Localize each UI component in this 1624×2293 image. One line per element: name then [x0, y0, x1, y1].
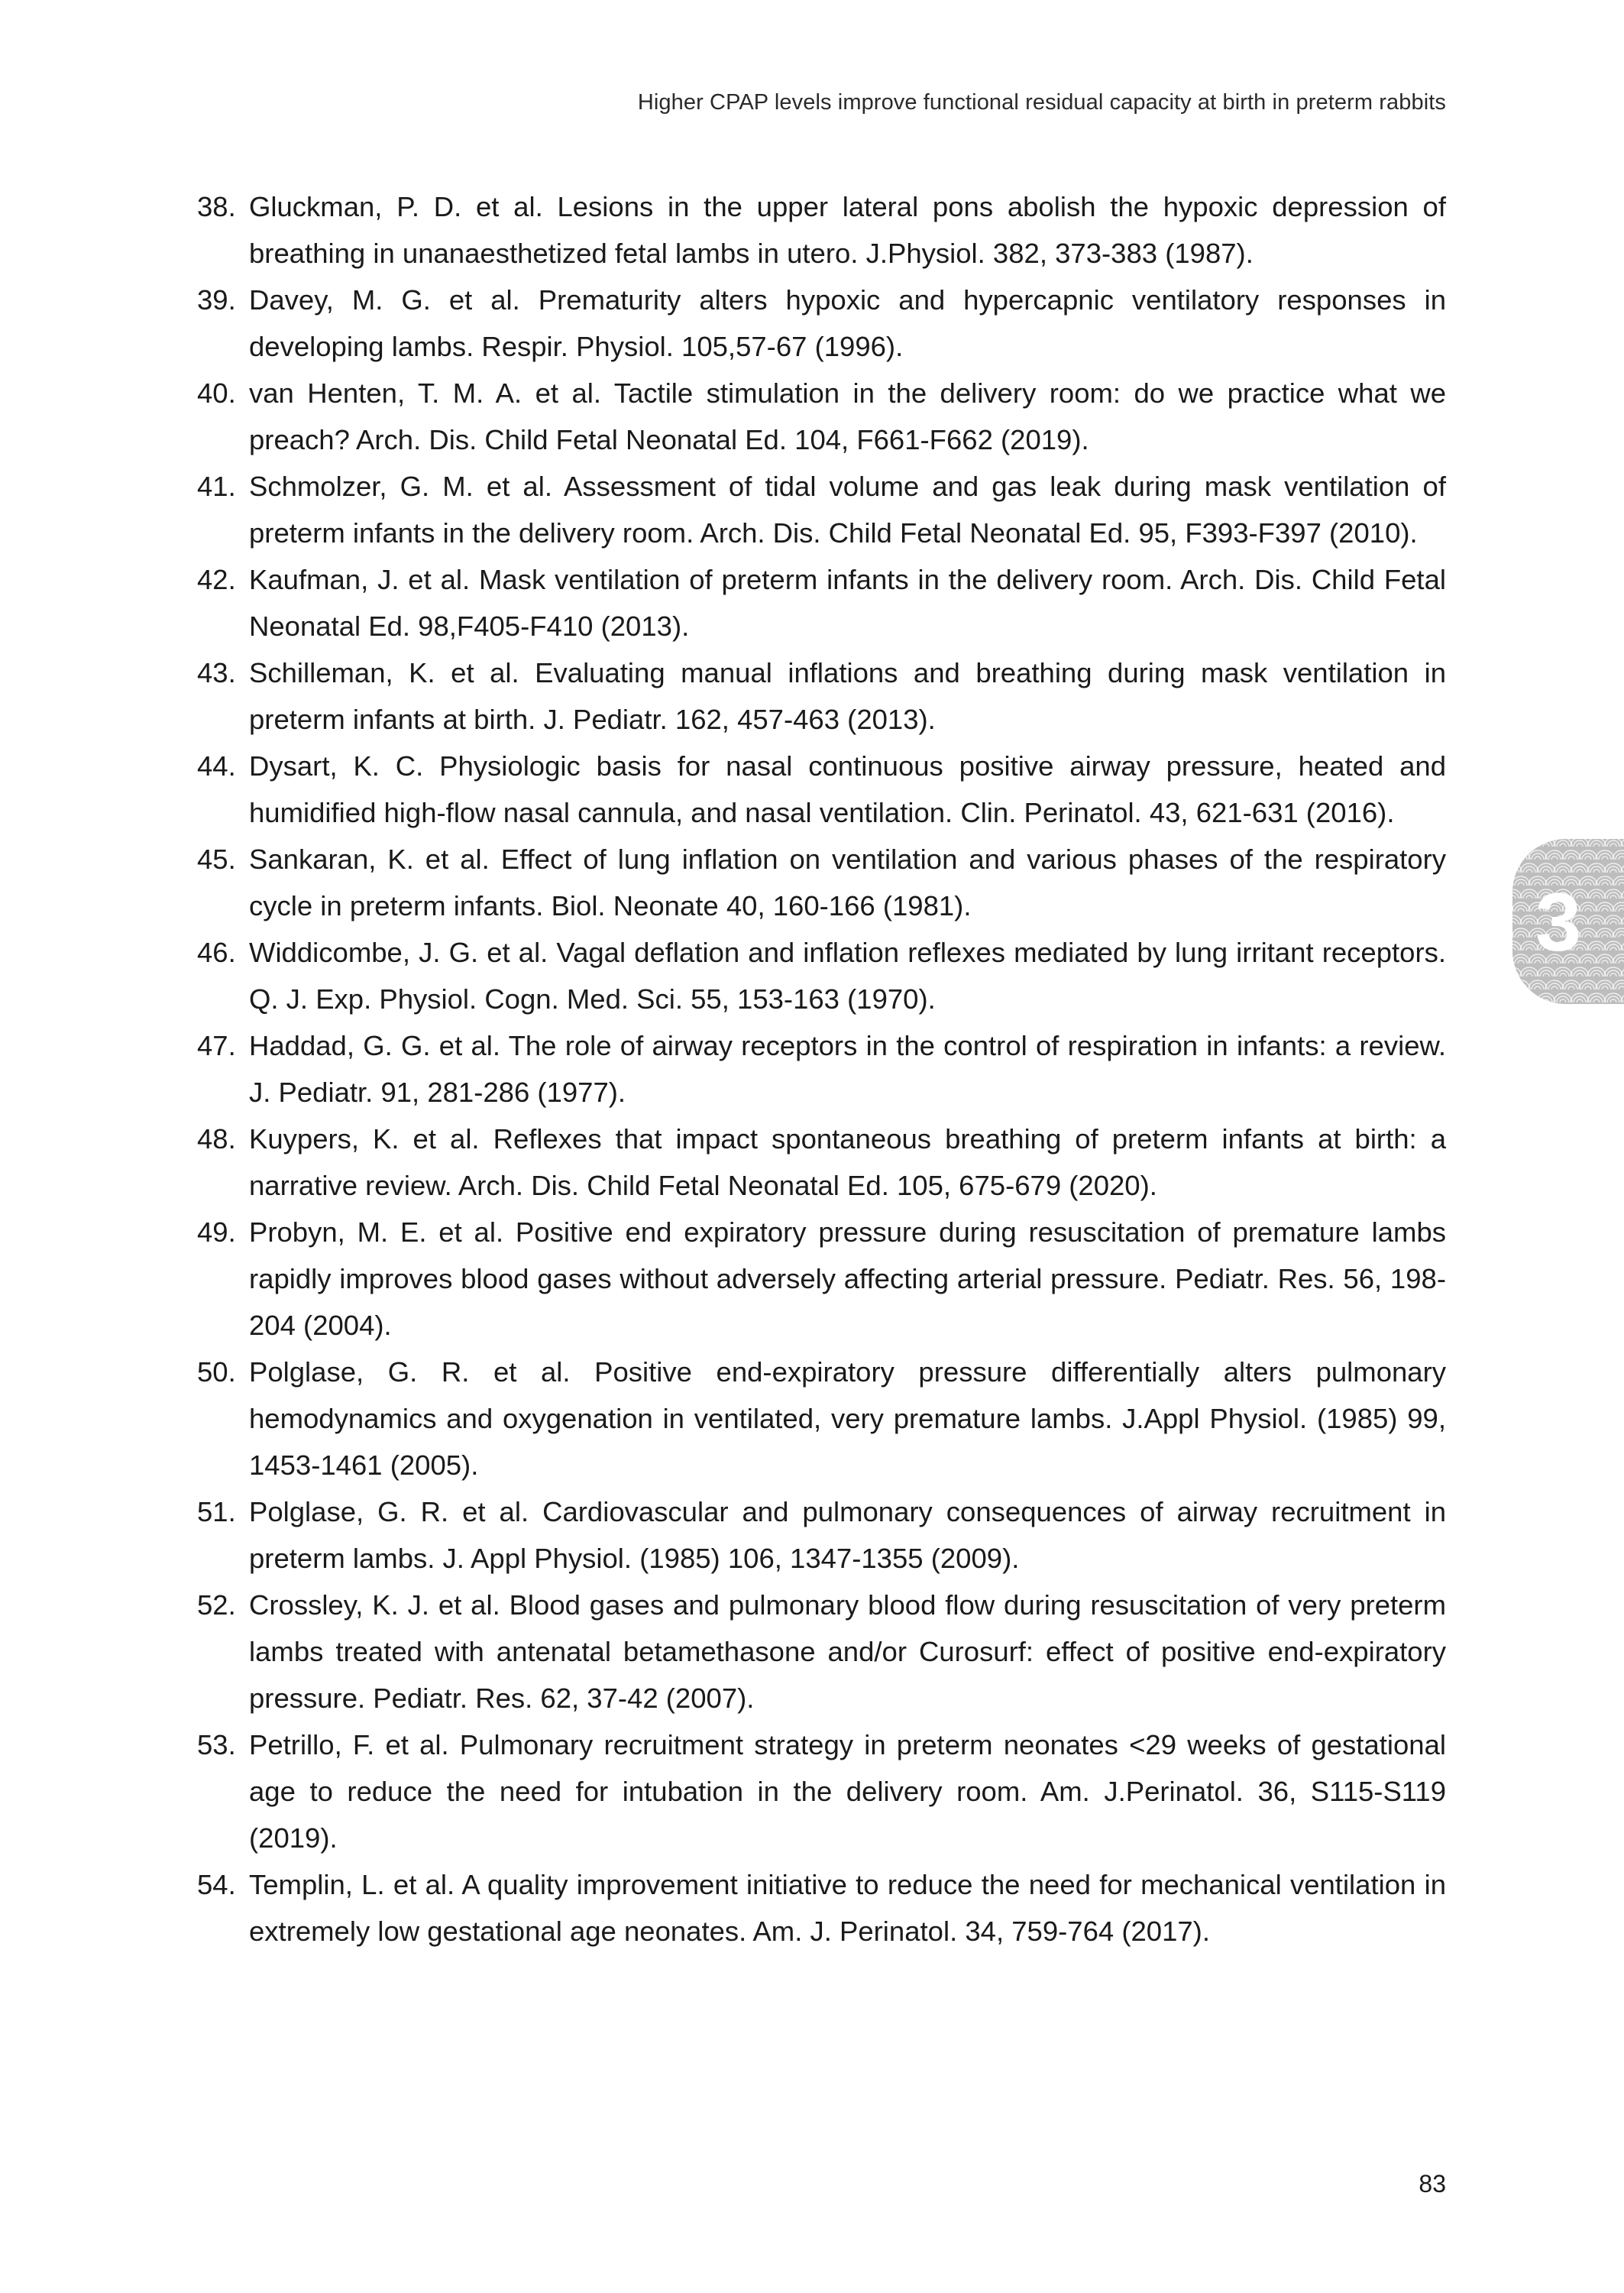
reference-item: [197, 649, 1446, 743]
reference-number: 42.: [197, 564, 236, 595]
reference-text: Templin, L. et al. A quality improvement initiative to reduce the need for mechanical ventilation in extremely low gestational age neonates. Am. J. Perinatol. 34, 759-764 (2017).: [249, 1869, 1446, 1947]
reference-item: [197, 370, 1446, 463]
reference-item: [197, 1022, 1446, 1116]
reference-item: [197, 1582, 1446, 1721]
reference-number: 43.: [197, 657, 236, 688]
reference-item: [197, 183, 1446, 277]
reference-text: Davey, M. G. et al. Prematurity alters hypoxic and hypercapnic ventilatory responses in developing lambs. Respir. Physiol. 105,57-67 (1996).: [249, 284, 1446, 362]
reference-item: [197, 277, 1446, 370]
reference-text: Kaufman, J. et al. Mask ventilation of preterm infants in the delivery room. Arch. Dis. Child Fetal Neonatal Ed. 98,F405-F410 (2013).: [249, 564, 1446, 642]
reference-text: Sankaran, K. et al. Effect of lung inflation on ventilation and various phases of the respiratory cycle in preterm infants. Biol. Neonate 40, 160-166 (1981).: [249, 844, 1446, 921]
reference-number: 54.: [197, 1869, 236, 1900]
reference-text: Polglase, G. R. et al. Positive end-expiratory pressure differentially alters pulmonary hemodynamics and oxygenation in ventilated, very premature lambs. J.Appl Physiol. (1985) 99, 1453-1461 (2005).: [249, 1356, 1446, 1481]
running-header: Higher CPAP levels improve functional residual capacity at birth in preterm rabbits: [637, 90, 1446, 115]
reference-number: 47.: [197, 1030, 236, 1061]
reference-text: Gluckman, P. D. et al. Lesions in the upper lateral pons abolish the hypoxic depression of breathing in unanaesthetized fetal lambs in utero. J.Physiol. 382, 373-383 (1987).: [249, 191, 1446, 269]
reference-item: [197, 1861, 1446, 1955]
reference-item: [197, 836, 1446, 929]
reference-text: Widdicombe, J. G. et al. Vagal deflation and inflation reflexes mediated by lung irritant receptors. Q. J. Exp. Physiol. Cogn. Med. Sci. 55, 153-163 (1970).: [249, 937, 1446, 1015]
reference-item: [197, 556, 1446, 649]
reference-number: 39.: [197, 284, 236, 316]
reference-text: Haddad, G. G. et al. The role of airway receptors in the control of respiration in infants: a review. J. Pediatr. 91, 281-286 (1977).: [249, 1030, 1446, 1108]
reference-number: 44.: [197, 750, 236, 782]
reference-number: 52.: [197, 1589, 236, 1621]
chapter-number: 3: [1535, 875, 1582, 968]
reference-item: [197, 1116, 1446, 1209]
chapter-tab: [1512, 839, 1624, 1004]
reference-text: Polglase, G. R. et al. Cardiovascular and pulmonary consequences of airway recruitment in preterm lambs. J. Appl Physiol. (1985) 106, 1347-1355 (2009).: [249, 1496, 1446, 1574]
reference-text: Probyn, M. E. et al. Positive end expiratory pressure during resuscitation of premature lambs rapidly improves blood gases without adversely affecting arterial pressure. Pediatr. Res. 56, 198-204 (2004).: [249, 1216, 1446, 1341]
reference-item: [197, 743, 1446, 836]
reference-item: [197, 929, 1446, 1022]
reference-number: 53.: [197, 1729, 236, 1760]
reference-number: 38.: [197, 191, 236, 222]
reference-number: 50.: [197, 1356, 236, 1388]
reference-text: Kuypers, K. et al. Reflexes that impact spontaneous breathing of preterm infants at birth: a narrative review. Arch. Dis. Child Fetal Neonatal Ed. 105, 675-679 (2020).: [249, 1123, 1446, 1201]
reference-text: Petrillo, F. et al. Pulmonary recruitment strategy in preterm neonates <29 weeks of gestational age to reduce the need for intubation in the delivery room. Am. J.Perinatol. 36, S115-S119 (2019).: [249, 1729, 1446, 1854]
reference-number: 51.: [197, 1496, 236, 1527]
reference-item: [197, 1488, 1446, 1582]
reference-item: [197, 463, 1446, 556]
reference-item: [197, 1349, 1446, 1488]
reference-text: Dysart, K. C. Physiologic basis for nasal continuous positive airway pressure, heated and humidified high-flow nasal cannula, and nasal ventilation. Clin. Perinatol. 43, 621-631 (2016).: [249, 750, 1446, 828]
reference-item: [197, 1721, 1446, 1861]
reference-list: [197, 183, 1446, 1955]
reference-number: 41.: [197, 471, 236, 502]
reference-number: 49.: [197, 1216, 236, 1248]
reference-number: 40.: [197, 377, 236, 409]
reference-text: Schilleman, K. et al. Evaluating manual inflations and breathing during mask ventilation in preterm infants at birth. J. Pediatr. 162, 457-463 (2013).: [249, 657, 1446, 735]
reference-text: van Henten, T. M. A. et al. Tactile stimulation in the delivery room: do we practice what we preach? Arch. Dis. Child Fetal Neonatal Ed. 104, F661-F662 (2019).: [249, 377, 1446, 455]
reference-item: [197, 1209, 1446, 1349]
reference-text: Crossley, K. J. et al. Blood gases and pulmonary blood flow during resuscitation of very preterm lambs treated with antenatal betamethasone and/or Curosurf: effect of positive end-expiratory pressure. Pediatr. Res. 62, 37-42 (2007).: [249, 1589, 1446, 1714]
reference-number: 48.: [197, 1123, 236, 1155]
reference-number: 45.: [197, 844, 236, 875]
page-number: 83: [1419, 2170, 1446, 2197]
reference-text: Schmolzer, G. M. et al. Assessment of tidal volume and gas leak during mask ventilation of preterm infants in the delivery room. Arch. Dis. Child Fetal Neonatal Ed. 95, F393-F397 (2010).: [249, 471, 1446, 549]
reference-number: 46.: [197, 937, 236, 968]
